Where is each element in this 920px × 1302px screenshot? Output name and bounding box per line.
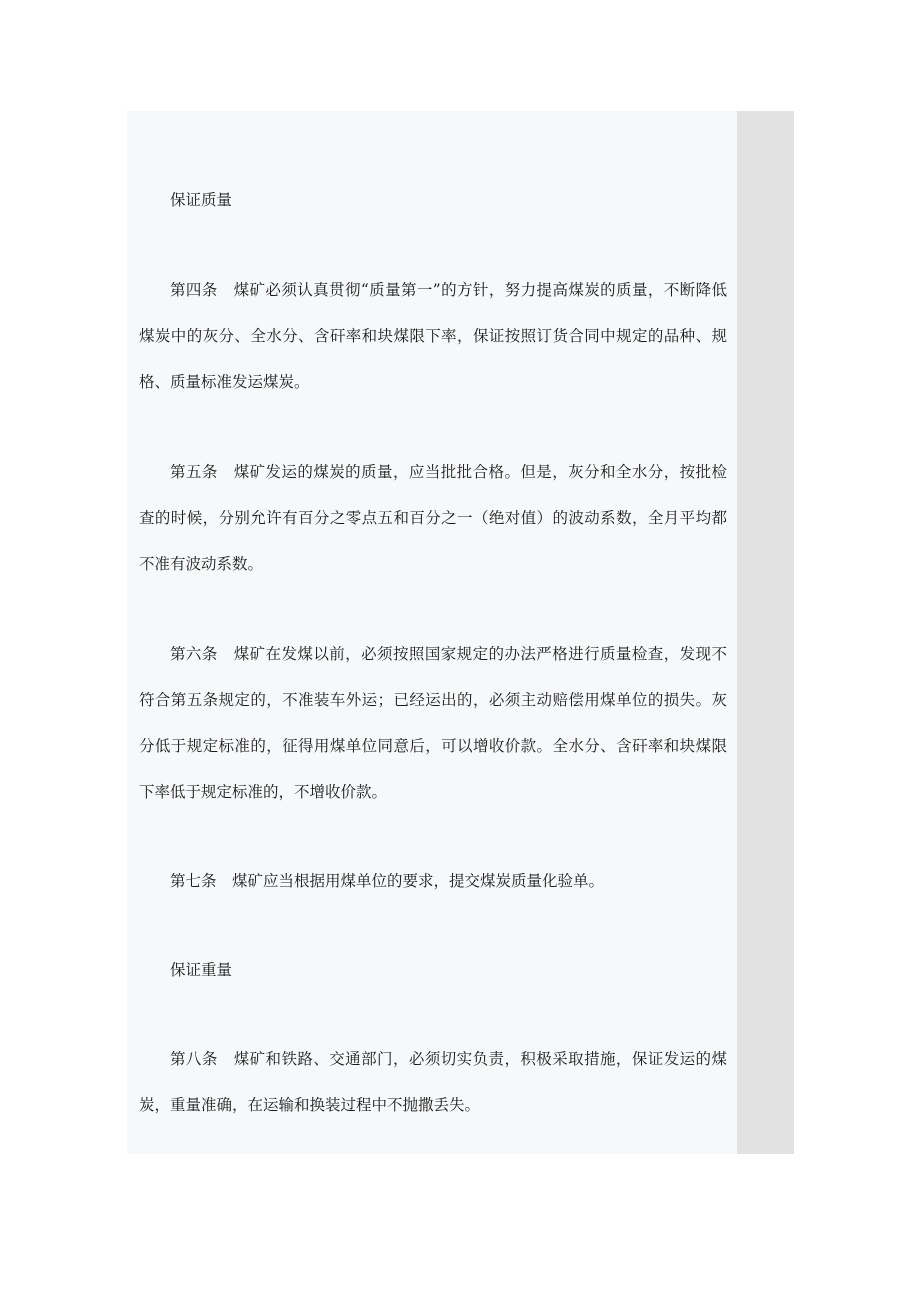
article-text: 煤矿发运的煤炭的质量，应当批批合格。但是，灰分和全水分，按批检查的时候，分别允许有百分之零点五和百分之一（绝对值）的波动系数，全月平均都不准有波动系数。 bbox=[139, 463, 727, 573]
document-content bbox=[139, 111, 727, 1128]
article-label: 第四条 bbox=[170, 281, 218, 299]
section-heading-weight: 保证重量 bbox=[170, 961, 233, 979]
article-5 bbox=[139, 449, 727, 587]
section-heading-quality: 保证质量 bbox=[170, 191, 233, 209]
article-label: 第八条 bbox=[170, 1050, 218, 1068]
article-text: 煤矿和铁路、交通部门，必须切实负责，积极采取措施，保证发运的煤炭，重量准确，在运输和换装过程中不抛撒丢失。 bbox=[139, 1050, 727, 1114]
article-label: 第七条 bbox=[170, 872, 217, 890]
article-4 bbox=[139, 267, 727, 405]
article-7 bbox=[139, 858, 727, 904]
article-label: 第六条 bbox=[170, 645, 218, 663]
article-text: 煤矿在发煤以前，必须按照国家规定的办法严格进行质量检查，发现不符合第五条规定的，不准装车外运；已经运出的，必须主动赔偿用煤单位的损失。灰分低于规定标准的，征得用煤单位同意后，可以增收价款。全水分、含矸率和块煤限下率低于规定标准的，不增收价款。 bbox=[139, 645, 727, 801]
article-6 bbox=[139, 631, 727, 815]
article-label: 第五条 bbox=[170, 463, 218, 481]
page-side-strip bbox=[737, 111, 794, 1154]
article-text: 煤矿应当根据用煤单位的要求，提交煤炭质量化验单。 bbox=[232, 872, 605, 890]
article-text: 煤矿必须认真贯彻“质量第一”的方针，努力提高煤炭的质量，不断降低煤炭中的灰分、全水分、含矸率和块煤限下率，保证按照订货合同中规定的品种、规格、质量标准发运煤炭。 bbox=[139, 281, 727, 391]
article-8 bbox=[139, 1036, 727, 1128]
